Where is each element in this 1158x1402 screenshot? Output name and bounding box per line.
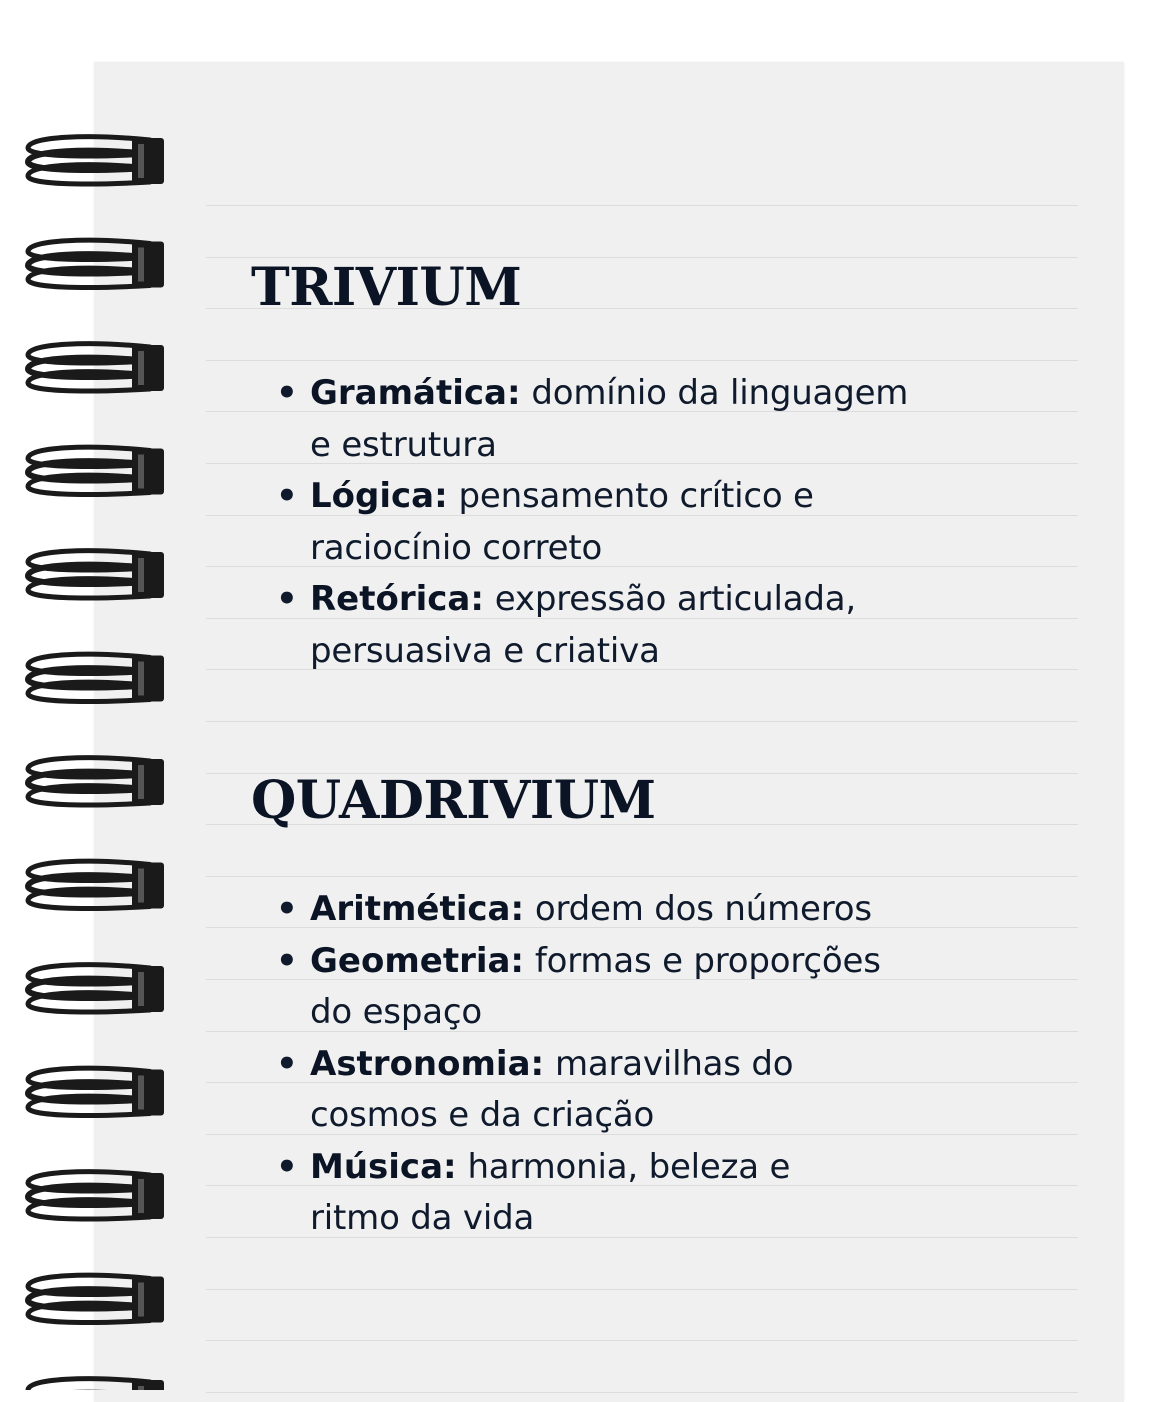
item-description: domínio da linguagem	[531, 373, 909, 413]
spiral-ring	[28, 551, 164, 598]
spiral-ring	[28, 654, 164, 701]
ruled-line	[206, 1392, 1078, 1393]
item-term: Retórica:	[310, 579, 484, 619]
item-description-cont: do espaço	[310, 992, 482, 1032]
bullet-icon: •	[276, 1146, 298, 1187]
bullet-icon: •	[276, 579, 298, 619]
quadrivium-item-arithmetic	[270, 884, 960, 936]
spiral-ring	[28, 758, 164, 805]
spiral-ring	[28, 240, 164, 287]
spiral-ring	[28, 1379, 164, 1390]
item-description: harmonia, beleza e	[467, 1146, 791, 1187]
bullet-icon: •	[276, 1043, 298, 1084]
ruled-line	[206, 205, 1078, 206]
item-term: Aritmética:	[310, 889, 525, 929]
quadrivium-item-music	[270, 1142, 960, 1245]
item-term: Astronomia:	[310, 1043, 545, 1084]
ruled-line	[206, 1289, 1078, 1290]
item-description: pensamento crítico e	[458, 476, 814, 516]
quadrivium-heading: QUADRIVIUM	[251, 770, 656, 831]
ruled-line	[206, 721, 1078, 722]
item-description: expressão articulada,	[494, 579, 856, 619]
spiral-ring	[28, 965, 164, 1012]
spiral-ring	[28, 1172, 164, 1219]
item-term: Gramática:	[310, 373, 521, 413]
spiral-ring	[28, 1068, 164, 1115]
item-description-cont: cosmos e da criação	[310, 1095, 655, 1135]
trivium-item-grammar	[270, 368, 960, 471]
spiral-ring	[28, 344, 164, 391]
bullet-icon: •	[276, 940, 298, 981]
item-description: ordem dos números	[534, 889, 872, 929]
spiral-ring	[28, 137, 164, 184]
spiral-svg	[0, 0, 180, 1390]
spiral-ring	[28, 1275, 164, 1322]
item-term: Lógica:	[310, 476, 448, 516]
ruled-line	[206, 360, 1078, 361]
item-description-cont: persuasiva e criativa	[310, 630, 660, 671]
bullet-icon: •	[276, 476, 298, 516]
trivium-list	[270, 368, 960, 677]
item-term: Geometria:	[310, 940, 525, 981]
bullet-icon: •	[276, 889, 298, 929]
item-description-cont: e estrutura	[310, 424, 497, 465]
quadrivium-item-geometry	[270, 936, 960, 1039]
trivium-item-logic	[270, 471, 960, 574]
item-description-cont: raciocínio correto	[310, 527, 603, 568]
ruled-line	[206, 1340, 1078, 1341]
item-description-cont: ritmo da vida	[310, 1198, 535, 1238]
spiral-binding-icon	[0, 0, 180, 1390]
item-description: maravilhas do	[554, 1043, 794, 1084]
spiral-ring	[28, 447, 164, 494]
trivium-item-rhetoric	[270, 574, 960, 677]
item-term: Música:	[310, 1146, 457, 1187]
item-description: formas e proporções	[534, 940, 881, 981]
ruled-line	[206, 876, 1078, 877]
spiral-ring	[28, 861, 164, 908]
quadrivium-item-astronomy	[270, 1039, 960, 1142]
trivium-heading: TRIVIUM	[251, 257, 522, 318]
bullet-icon: •	[276, 373, 298, 413]
quadrivium-list	[270, 884, 960, 1245]
